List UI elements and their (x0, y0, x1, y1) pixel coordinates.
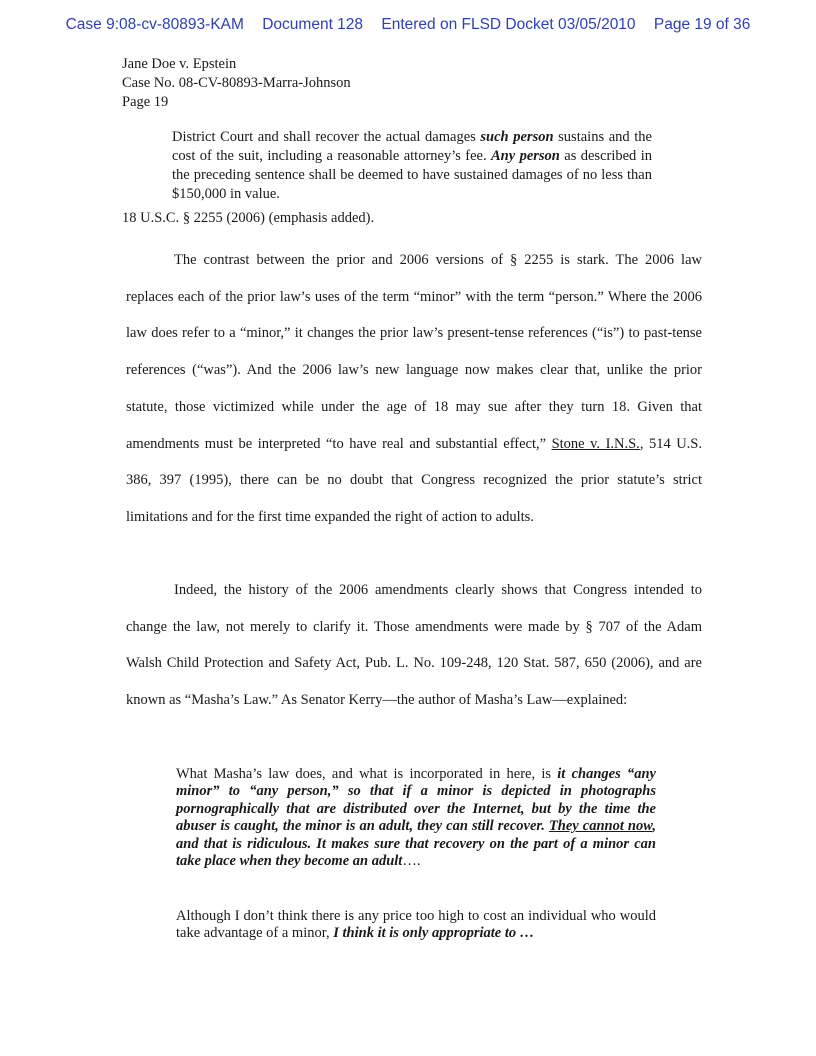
quote-text: sustains and the cost of the suit, including a reasonable attorney’s fee. (172, 129, 652, 164)
quote-emphasis-underlined: They cannot now (548, 818, 653, 835)
quote-text: Although I don’t think there is any price too high to cost an individual who would take advantage of a minor, (176, 908, 656, 942)
case-citation: Stone v. I.N.S. (551, 435, 640, 452)
caption-case-title: Jane Doe v. Epstein (122, 56, 237, 72)
caption-case-number: Case No. 08-CV-80893-Marra-Johnson (122, 75, 351, 91)
body-paragraph-history (126, 572, 702, 719)
quote-text: as described in the preceding sentence shall be deemed to have sustained damages of no less than $150,000 in value. (172, 148, 652, 202)
quote-emphasis: it changes “any minor” to “any person,” so that if a minor is depicted in photographs pornographically that are distributed over the Internet, but by the time the abuser is caught, the minor is an adult, they can still recover. (176, 766, 656, 835)
ecf-docket-header (0, 16, 816, 34)
ecf-case-number: Case 9:08-cv-80893-KAM (65, 16, 244, 33)
quote-text: What Masha’s law does, and what is incorporated in here, is (176, 766, 558, 782)
block-quote-kerry-continued (176, 908, 656, 943)
quote-text: District Court and shall recover the actual damages (172, 129, 481, 145)
ecf-document-number: Document 128 (262, 16, 364, 33)
paragraph-text: The contrast between the prior and 2006 versions of § 2255 is stark. The 2006 law replaces each of the prior law’s uses of the term “minor” with the term “person.” Where the 2006 law does refer to a “minor,” it changes the prior law’s present-tense references (“is”) to past-tense references (“was”). And the 2006 law’s new language now makes clear that, unlike the prior statute, those victimized while under the age of 18 may sue after they turn 18. Given that amendments must be interpreted “to have real and substantial effect,” (126, 252, 702, 452)
block-quote-kerry (176, 766, 656, 870)
quote-emphasis: , and that is ridiculous. It makes sure that recovery on the part of a minor can take place when they become an adult (176, 818, 657, 870)
quote-text: …. (402, 853, 421, 870)
quote-emphasis: Any person (491, 148, 560, 164)
body-paragraph-contrast (126, 242, 702, 536)
statute-citation: 18 U.S.C. § 2255 (2006) (emphasis added). (122, 210, 375, 226)
block-quote-statute (172, 128, 652, 204)
ecf-page-number: Page 19 of 36 (653, 16, 751, 33)
paragraph-text: , 514 U.S. 386, 397 (1995), there can be no doubt that Congress recognized the prior statute’s strict limitations and for the first time expanded the right of action to adults. (126, 435, 702, 525)
caption-page-label: Page 19 (122, 94, 169, 110)
paragraph-text: Indeed, the history of the 2006 amendments clearly shows that Congress intended to change the law, not merely to clarify it. Those amendments were made by § 707 of the Adam Walsh Child Protection and Safety Act, Pub. L. No. 109-248, 120 Stat. 587, 650 (2006), and are known as “Masha’s Law.” As Senator Kerry—the author of Masha’s Law—explained: (126, 582, 702, 709)
ecf-entered-date: Entered on FLSD Docket 03/05/2010 (381, 16, 636, 33)
quote-emphasis: I think it is only appropriate to … (333, 925, 535, 942)
quote-emphasis: such person (480, 129, 554, 145)
page-caption (122, 55, 351, 112)
